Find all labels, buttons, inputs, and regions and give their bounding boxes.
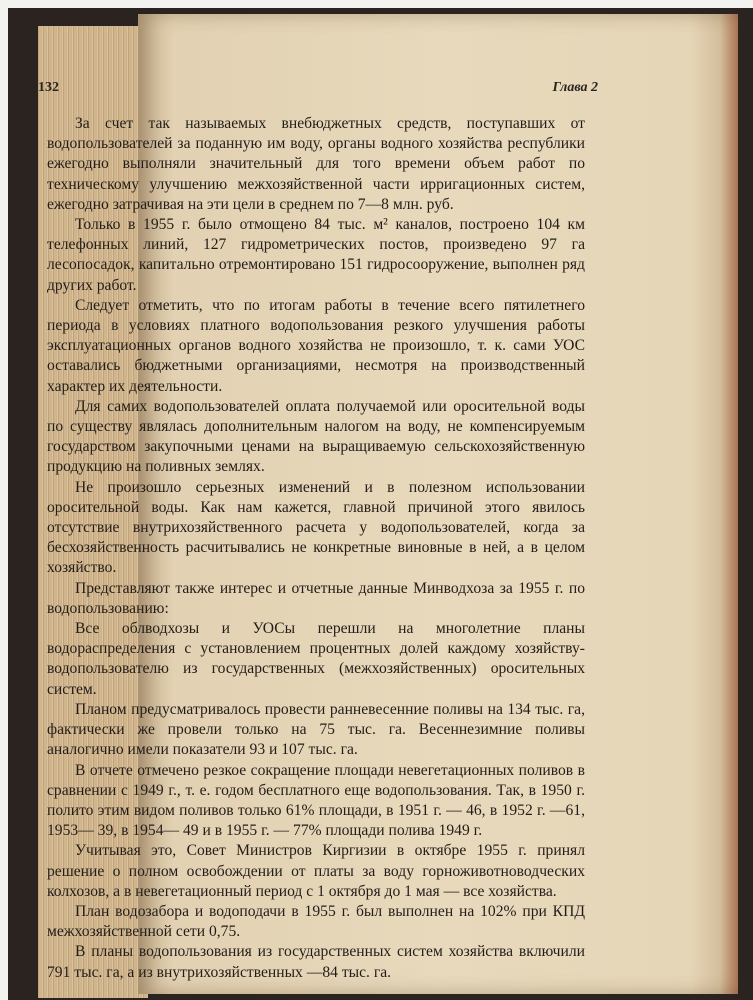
paragraph: Все облводхозы и УОСы перешли на многолетние планы водораспределения с установлением процентных долей каждому хозяйству-водопользователю из государственных (межхозяйственных) оросительных систем. [47, 620, 585, 698]
paragraph: Для самих водопользователей оплата получаемой или оросительной воды по существу являлась дополнительным налогом на воду, не компенсируемым государством закупочными ценами на выращиваемую сельскохозяйственную продукцию на поливных землях. [47, 397, 585, 476]
paragraph: Следует отметить, что по итогам работы в течение всего пятилетнего периода в условиях платного водопользования резкого улучшения работы эксплуатационных органов водного хозяйства не произошло, т. к. сами УОС оставались бюджетными организациями, несмотря на производственный характер их деятельности. [47, 296, 585, 395]
paragraph: Не произошло серьезных изменений и в полезном использовании оросительной воды. Как нам кажется, главной причиной этого явилось отсутствие внутрихозяйственного расчета у водопользователей, когда за бесхозяйственность расчитывались не конкретные виновные в ней, а в целом хозяйство. [47, 478, 585, 577]
paragraph: Учитывая это, Совет Министров Киргизии в октябре 1955 г. принял решение о полном освобождении от платы за воду горноживотноводческих колхозов, а в невегетационный период с 1 октября до 1 мая — все хозяйства. [47, 842, 585, 900]
body-text [47, 114, 585, 983]
page-number: 132 [38, 80, 59, 95]
spine-shadow [720, 14, 738, 994]
paragraph: Только в 1955 г. было отмощено 84 тыс. м² каналов, построено 104 км телефонных линий, 127 гидрометрических постов, произведено 97 га лесопосадок, капитально отремонтировано 151 гидросооружение, выполнен ряд других работ. [47, 216, 585, 294]
paragraph: План водозабора и водоподачи в 1955 г. был выполнен на 102% при КПД межхозяйственной сети 0,75. [47, 902, 585, 941]
paragraph: Планом предусматривалось провести ранневесенние поливы на 134 тыс. га, фактически же провели только на 75 тыс. га. Весеннезимние поливы аналогично имели показатели 93 и 107 тыс. га. [47, 700, 585, 759]
paragraph: За счет так называемых внебюджетных средств, поступавших от водопользователей за поданную им воду, органы водного хозяйства республики ежегодно выполняли значительный для того времени объем работ по техническому улучшению межхозяйственной части ирригационных систем, ежегодно затрачивая на эти цели в среднем по 7—8 млн. руб. [47, 115, 585, 213]
paragraph: В планы водопользования из государственных систем хозяйства включили 791 тыс. га, а из внутрихозяйственных —84 тыс. га. [47, 943, 585, 981]
paragraph: Представляют также интерес и отчетные данные Минводхоза за 1955 г. по водопользованию: [47, 579, 585, 617]
running-head-chapter: Глава 2 [552, 80, 598, 95]
paragraph: В отчете отмечено резкое сокращение площади невегетационных поливов в сравнении с 1949 г., т. е. годом бесплатного еще водопользования. Так, в 1950 г. полито этим видом поливов только 61% площади, в 1951 г. — 46, в 1952 г. —61, 1953— 39, в 1954— 49 и в 1955 г. — 77% площади полива 1949 г. [47, 761, 585, 840]
